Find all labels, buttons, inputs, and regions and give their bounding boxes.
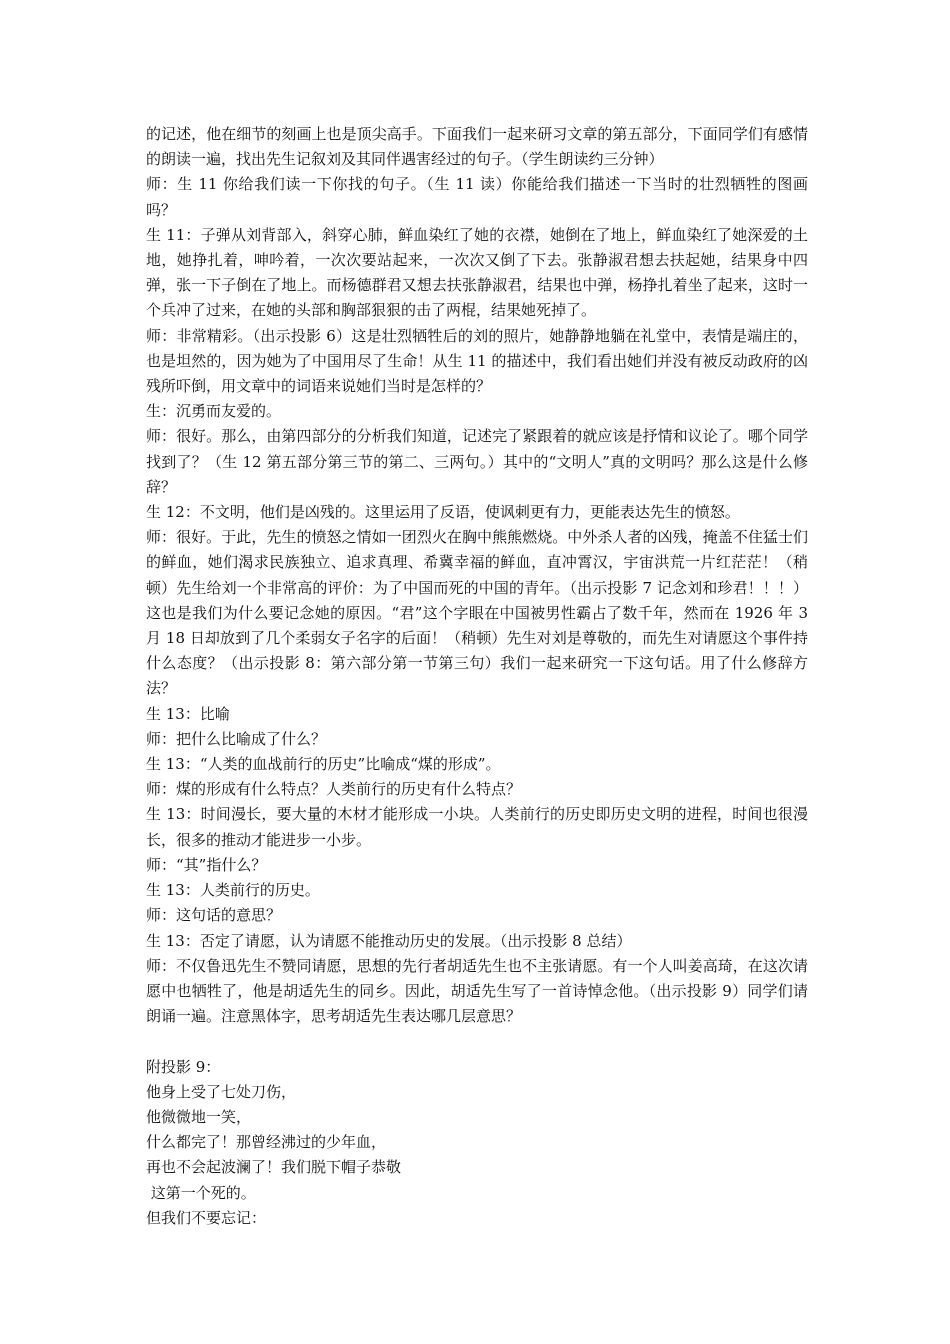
paragraph: 生 12：不文明，他们是凶残的。这里运用了反语，使讽刺更有力，更能表达先生的愤怒。 <box>146 503 740 522</box>
paragraph: 师：生 11 你给我们读一下你找的句子。（生 11 读）你能给我们描述一下当时的壮烈牺牲的图画吗？ <box>146 175 808 219</box>
poem-line: 他微微地一笑， <box>146 1107 252 1126</box>
paragraph: 师：把什么比喻成了什么？ <box>146 729 327 748</box>
document-body <box>146 122 808 1231</box>
paragraph: 师：这句话的意思？ <box>146 906 282 925</box>
poem-line: 这第一个死的。 <box>146 1183 256 1202</box>
paragraph: 师：“其”指什么？ <box>146 855 267 874</box>
paragraph: 生 13：否定了请愿，认为请愿不能推动历史的发展。（出示投影 8 总结） <box>146 931 632 950</box>
paragraph: 师：不仅鲁迅先生不赞同请愿，思想的先行者胡适先生也不主张请愿。有一个人叫姜高琦，在这次请愿中也牺牲了，他是胡适先生的同乡。因此，胡适先生写了一首诗悼念他。（出示投影 9）同学们请朗诵一遍。注意黑体字，思考胡适先生表达哪几层意思？ <box>146 956 808 1026</box>
paragraph: 生 13：人类前行的历史。 <box>146 881 320 900</box>
poem-line: 但我们不要忘记： <box>146 1208 267 1227</box>
paragraph: 师：很好。于此，先生的愤怒之情如一团烈火在胸中熊熊燃烧。中外杀人者的凶残，掩盖不住猛士们的鲜血，她们渴求民族独立、追求真理、希冀幸福的鲜血，直冲霄汉，宇宙洪荒一片红茫茫！（稍顿）先生给刘一个非常高的评价：为了中国而死的中国的青年。（出示投影 7 记念刘和珍君！！！）这也是我们为什么要记念她的原因。“君”这个字眼在中国被男性霸占了数千年，然而在 1926 年 3 月 18 日却放到了几个柔弱女子名字的后面！（稍顿）先生对刘是尊敬的，而先生对请愿这个事件持什么态度？（出示投影 8：第六部分第一节第三句）我们一起来研究一下这句话。用了什么修辞方法？ <box>146 528 808 698</box>
paragraph: 的记述，他在细节的刻画上也是顶尖高手。下面我们一起来研习文章的第五部分，下面同学们有感情的朗读一遍，找出先生记叙刘及其同伴遇害经过的句子。（学生朗读约三分钟） <box>146 125 808 169</box>
appendix-title: 附投影 9： <box>146 1057 221 1076</box>
poem-line: 什么都完了！那曾经沸过的少年血， <box>146 1133 387 1152</box>
poem-line: 他身上受了七处刀伤， <box>146 1082 297 1101</box>
paragraph: 生 11：子弹从刘背部入，斜穿心肺，鲜血染红了她的衣襟，她倒在了地上，鲜血染红了她深爱的土地，她挣扎着，呻吟着，一次次要站起来，一次次又倒了下去。张静淑君想去扶起她，结果身中四弹，张一下子倒在了地上。而杨德群君又想去扶张静淑君，结果也中弹，杨挣扎着坐了起来，这时一个兵冲了过来，在她的头部和胸部狠狠的击了两棍，结果她死掉了。 <box>146 225 808 320</box>
paragraph: 师：很好。那么，由第四部分的分析我们知道，记述完了紧跟着的就应该是抒情和议论了。哪个同学找到了？（生 12 第五部分第三节的第二、三两句。）其中的“文明人”真的文明吗？那么这是什么修辞？ <box>146 427 808 496</box>
paragraph: 师：煤的形成有什么特点？人类前行的历史有什么特点？ <box>146 780 522 799</box>
blank-line <box>146 1029 808 1054</box>
paragraph: 生 13：“人类的血战前行的历史”比喻成“煤的形成”。 <box>146 755 501 774</box>
paragraph: 师：非常精彩。（出示投影 6）这是壮烈牺牲后的刘的照片，她静静地躺在礼堂中，表情是端庄的，也是坦然的，因为她为了中国用尽了生命！从生 11 的描述中，我们看出她们并没有被反动政府的凶残所吓倒，用文章中的词语来说她们当时是怎样的？ <box>146 326 808 396</box>
paragraph: 生：沉勇而友爱的。 <box>146 402 282 421</box>
poem-line: 再也不会起波澜了！我们脱下帽子恭敬 <box>146 1158 402 1177</box>
paragraph: 生 13：时间漫长，要大量的木材才能形成一小块。人类前行的历史即历史文明的进程，时间也很漫长，很多的推动才能进步一小步。 <box>146 805 808 849</box>
paragraph: 生 13：比喻 <box>146 704 230 723</box>
